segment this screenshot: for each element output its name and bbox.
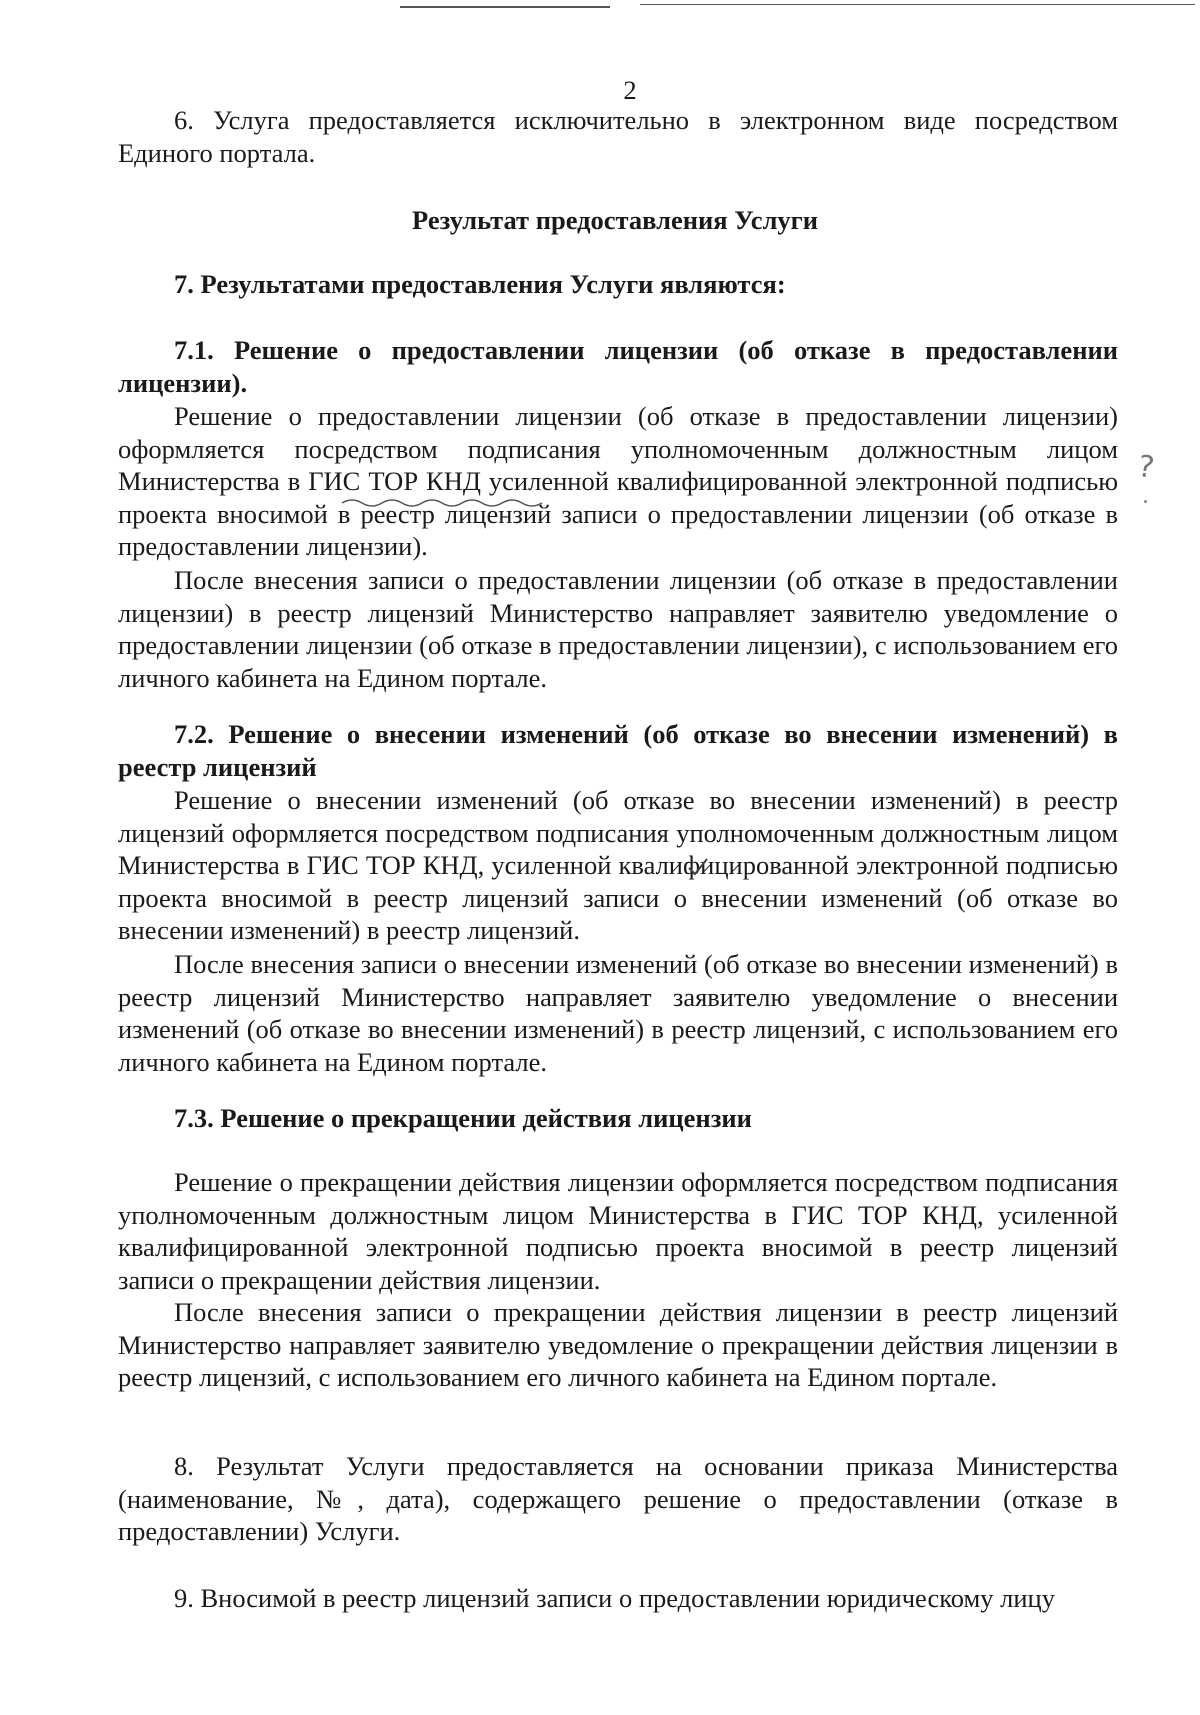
top-rule-right [640, 4, 1195, 5]
paragraph-7-1-a: Решение о предоставлении лицензии (об отказе в предоставлении лицензии) оформляется посредством подписания уполномоченным должностным лицом Министерства в ГИС ТОР КНД усиленной квалифицированной электронной подписью проекта вносимой в реестр лицензий записи о предоставлении лицензии (об отказе в предоставлении лицензии). [118, 401, 1118, 561]
paragraph-8: 8. Результат Услуги предоставляется на основании приказа Министерства (наименование, №, дата), содержащего решение о предоставлении (отказе в предоставлении) Услуги. [118, 1451, 1118, 1546]
handwritten-underline-squiggle [340, 495, 550, 509]
paragraph-7-2-a: Решение о внесении изменений (об отказе во внесении изменений) в реестр лицензий оформляется посредством подписания уполномоченным должностным лицом Министерства в ГИС ТОР КНД, усиленной квалифицированной электронной подписью проекта вносимой в реестр лицензий записи о внесении изменений (об отказе во внесении изменений) в реестр лицензий. [118, 785, 1118, 945]
heading-7: 7. Результатами предоставления Услуги являются: [174, 269, 786, 299]
paragraph-7-3-a: Решение о прекращении действия лицензии оформляется посредством подписания уполномоченным должностным лицом Министерства в ГИС ТОР КНД, усиленной квалифицированной электронной подписью проекта вносимой в реестр лицензий записи о прекращении действия лицензии. [118, 1167, 1118, 1295]
heading-7-3: 7.3. Решение о прекращении действия лицензии [174, 1103, 752, 1133]
heading-7-1: 7.1. Решение о предоставлении лицензии (об отказе в предоставлении лицензии). [118, 335, 1118, 398]
handwritten-dot [1144, 500, 1147, 503]
page-number: 2 [623, 75, 637, 105]
paragraph-7-3-b: После внесения записи о прекращении действия лицензии в реестр лицензий Министерство направляет заявителю уведомление о прекращении действия лицензии в реестр лицензий, с использованием его личного кабинета на Едином портале. [118, 1297, 1118, 1392]
paragraph-7-1-b: После внесения записи о предоставлении лицензии (об отказе в предоставлении лицензии) в реестр лицензий Министерство направляет заявителю уведомление о предоставлении лицензии (об отказе в предоставлении лицензии), с использованием его личного кабинета на Едином портале. [118, 565, 1118, 693]
handwritten-tick-mark [686, 856, 710, 878]
paragraph-7-2-b: После внесения записи о внесении изменений (об отказе во внесении изменений) в реестр лицензий Министерство направляет заявителю уведомление о внесении изменений (об отказе во внесении изменений) в реестр лицензий, с использованием его личного кабинета на Едином портале. [118, 949, 1118, 1077]
heading-7-2: 7.2. Решение о внесении изменений (об отказе во внесении изменений) в реестр лицензий [118, 719, 1118, 782]
paragraph-6: 6. Услуга предоставляется исключительно в электронном виде посредством Единого портала. [118, 105, 1118, 168]
top-rule [400, 6, 610, 8]
handwritten-question-mark: ? [1135, 449, 1157, 486]
paragraph-9: 9. Вносимой в реестр лицензий записи о предоставлении юридическому лицу [174, 1583, 1055, 1613]
section-title: Результат предоставления Услуги [412, 205, 818, 235]
